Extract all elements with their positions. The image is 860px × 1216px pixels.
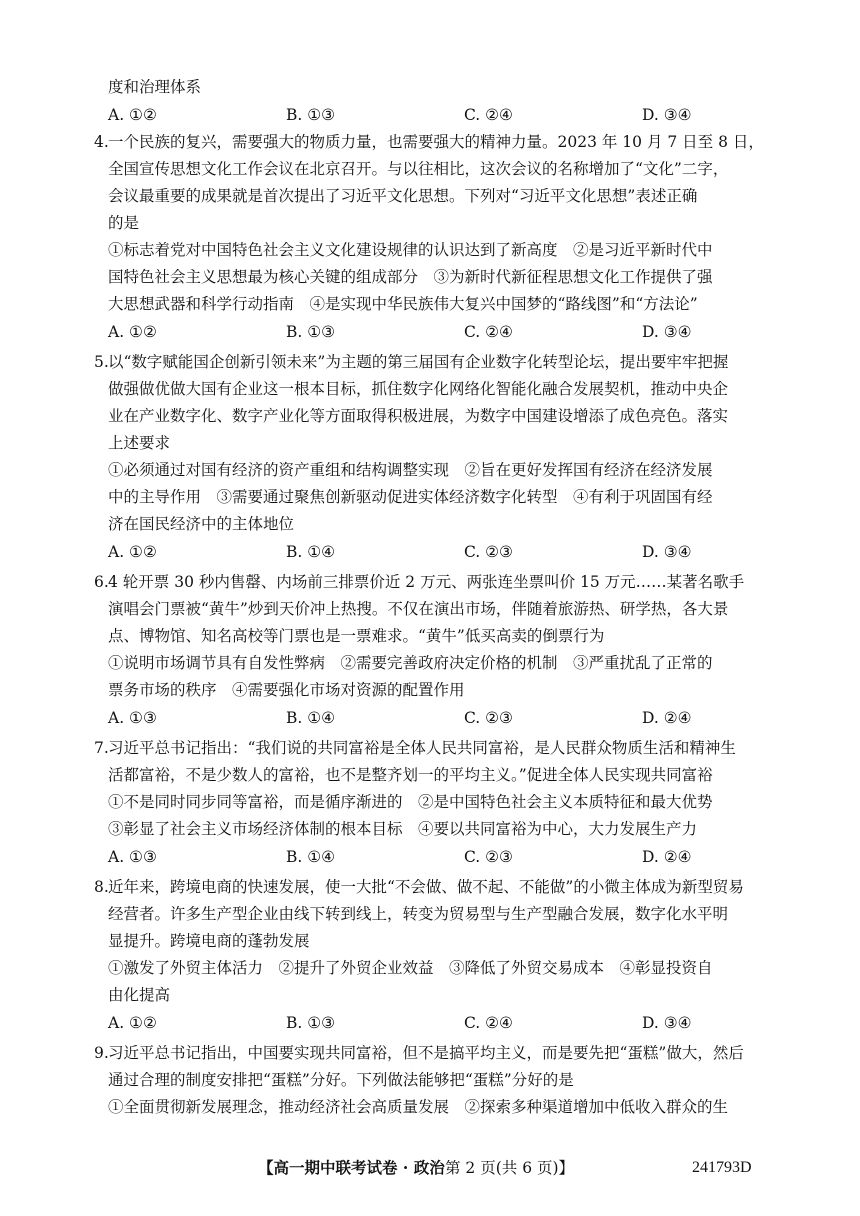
question-6 xyxy=(94,569,788,735)
line-text: 中的主导作用 ③需要通过聚焦创新驱动促进实体经济数字化转型 ④有利于巩固国有经 xyxy=(108,488,713,506)
option-b: B. ①④ xyxy=(286,709,336,727)
line-text: 济在国民经济中的主体地位 xyxy=(108,515,295,533)
question-text-line xyxy=(108,430,788,457)
option-a: A. ①③ xyxy=(108,848,157,866)
question-number: 4. xyxy=(94,133,109,151)
question-text-line xyxy=(108,650,788,677)
question-text-line xyxy=(108,1067,788,1094)
option-d: D. ③④ xyxy=(642,106,692,124)
option-d: D. ③④ xyxy=(642,543,692,561)
option-b: B. ①④ xyxy=(286,543,336,561)
option-d: D. ③④ xyxy=(642,1014,692,1032)
footer-title: 【高一期中联考试卷 · 政治 xyxy=(258,1158,445,1177)
question-text-line xyxy=(108,762,788,789)
footer-page-number: 第 2 页(共 6 页)】 xyxy=(445,1159,575,1177)
option-c: C. ②④ xyxy=(464,1014,513,1032)
option-a: A. ①② xyxy=(108,106,157,124)
line-text: 经营者。许多生产型企业由线下转到线上，转变为贸易型与生产型融合发展，数字化水平明 xyxy=(108,905,729,923)
line-text: 做强做优做大国有企业这一根本目标，抓住数字化网络化智能化融合发展契机，推动中央企 xyxy=(108,380,729,398)
line-text: ①必须通过对国有经济的资产重组和结构调整实现 ②旨在更好发挥国有经济在经济发展 xyxy=(108,461,713,479)
question-stem-line xyxy=(94,569,788,596)
footer-code: 241793D xyxy=(692,1159,752,1176)
line-text: 近年来，跨境电商的快速发展，使一大批“不会做、做不起、不能做”的小微主体成为新型贸易 xyxy=(108,878,744,896)
question-text-line xyxy=(108,264,788,291)
question-5 xyxy=(94,349,788,569)
line-text: 习近平总书记指出：“我们说的共同富裕是全体人民共同富裕，是人民群众物质生活和精神生 xyxy=(108,739,736,757)
line-text: 以“数字赋能国企创新引领未来”为主题的第三届国有企业数字化转型论坛，提出要牢牢把握 xyxy=(108,353,729,371)
line-text: 国特色社会主义思想最为核心关键的组成部分 ③为新时代新征程思想文化工作提供了强 xyxy=(108,268,713,286)
question-text-line xyxy=(108,457,788,484)
question-text-line xyxy=(108,1094,788,1121)
question-stem-line xyxy=(94,129,788,156)
line-text: 通过合理的制度安排把“蛋糕”分好。下列做法能够把“蛋糕”分好的是 xyxy=(108,1071,574,1089)
question-number: 7. xyxy=(94,739,109,757)
answer-options xyxy=(108,1009,788,1037)
question-stem-line xyxy=(94,735,788,762)
option-b: B. ①③ xyxy=(286,323,336,341)
question-stem-line xyxy=(94,874,788,901)
question-list xyxy=(94,129,788,1124)
question-text-line xyxy=(108,376,788,403)
question-text-line xyxy=(108,511,788,538)
line-text: 的是 xyxy=(108,214,140,232)
option-a: A. ①② xyxy=(108,323,157,341)
option-b: B. ①④ xyxy=(286,848,336,866)
line-text: ①标志着党对中国特色社会主义文化建设规律的认识达到了新高度 ②是习近平新时代中 xyxy=(108,241,713,259)
question-8 xyxy=(94,874,788,1040)
option-b: B. ①③ xyxy=(286,106,336,124)
line-text: 点、博物馆、知名高校等门票也是一票难求。“黄牛”低买高卖的倒票行为 xyxy=(108,627,605,645)
option-d: D. ③④ xyxy=(642,323,692,341)
line-text: ①全面贯彻新发展理念，推动经济社会高质量发展 ②探索多种渠道增加中低收入群众的生 xyxy=(108,1098,729,1116)
line-text: 业在产业数字化、数字产业化等方面取得积极进展，为数字中国建设增添了成色亮色。落实 xyxy=(108,407,729,425)
line-text: ①不是同时同步同等富裕，而是循序渐进的 ②是中国特色社会主义本质特征和最大优势 xyxy=(108,793,713,811)
question-text-line xyxy=(108,928,788,955)
line-text: 上述要求 xyxy=(108,434,171,452)
question-text-line xyxy=(108,403,788,430)
line-text: 票务市场的秩序 ④需要强化市场对资源的配置作用 xyxy=(108,681,465,699)
option-a: A. ①③ xyxy=(108,709,157,727)
line-text: 全国宣传思想文化工作会议在北京召开。与以往相比，这次会议的名称增加了“文化”二字， xyxy=(108,160,729,178)
question-number: 6. xyxy=(94,573,109,591)
question-text-line xyxy=(108,291,788,318)
option-d: D. ②④ xyxy=(642,848,692,866)
question-9 xyxy=(94,1040,788,1124)
option-d: D. ②④ xyxy=(642,709,692,727)
option-c: C. ②③ xyxy=(464,848,513,866)
question-text-line xyxy=(108,901,788,928)
line-text: 演唱会门票被“黄牛”炒到天价冲上热搜。不仅在演出市场，伴随着旅游热、研学热，各大景 xyxy=(108,600,729,618)
question-text-line xyxy=(108,816,788,843)
line-text: 习近平总书记指出，中国要实现共同富裕，但不是搞平均主义，而是要先把“蛋糕”做大，然后 xyxy=(108,1044,744,1062)
question-text-line xyxy=(108,156,788,183)
line-text: 显提升。跨境电商的蓬勃发展 xyxy=(108,932,310,950)
option-c: C. ②④ xyxy=(464,106,513,124)
question-3-continuation: 度和治理体系 xyxy=(108,78,202,96)
line-text: ①说明市场调节具有自发性弊病 ②需要完善政府决定价格的机制 ③严重扰乱了正常的 xyxy=(108,654,713,672)
question-number: 9. xyxy=(94,1044,109,1062)
question-text-line xyxy=(108,623,788,650)
question-7 xyxy=(94,735,788,874)
line-text: ③彰显了社会主义市场经济体制的根本目标 ④要以共同富裕为中心，大力发展生产力 xyxy=(108,820,698,838)
option-c: C. ②③ xyxy=(464,709,513,727)
answer-options xyxy=(108,843,788,871)
line-text: 活都富裕，不是少数人的富裕，也不是整齐划一的平均主义。”促进全体人民实现共同富裕 xyxy=(108,766,713,784)
question-text-line xyxy=(108,210,788,237)
answer-options xyxy=(108,318,788,346)
option-c: C. ②③ xyxy=(464,543,513,561)
question-text-line xyxy=(108,237,788,264)
line-text: 一个民族的复兴，需要强大的物质力量，也需要强大的精神力量。2023 年 10 月 7 日至 8 日， xyxy=(108,133,764,151)
question-stem-line xyxy=(94,1040,788,1067)
question-text-line xyxy=(108,596,788,623)
question-text-line xyxy=(108,982,788,1009)
option-a: A. ①② xyxy=(108,1014,157,1032)
line-text: 4 轮开票 30 秒内售罄、内场前三排票价近 2 万元、两张连坐票叫价 15 万元……某著名歌手 xyxy=(108,573,745,591)
answer-options xyxy=(108,538,788,566)
question-stem-line xyxy=(94,349,788,376)
option-c: C. ②④ xyxy=(464,323,513,341)
line-text: 大思想武器和科学行动指南 ④是实现中华民族伟大复兴中国梦的“路线图”和“方法论” xyxy=(108,295,698,313)
line-text: 由化提高 xyxy=(108,986,171,1004)
question-text-line xyxy=(108,484,788,511)
question-3-options xyxy=(108,101,788,129)
exam-content xyxy=(94,74,788,1124)
option-b: B. ①③ xyxy=(286,1014,336,1032)
question-4 xyxy=(94,129,788,349)
option-a: A. ①② xyxy=(108,543,157,561)
answer-options xyxy=(108,704,788,732)
question-number: 5. xyxy=(94,353,109,371)
question-spacer xyxy=(108,1121,788,1124)
question-text-line xyxy=(108,183,788,210)
question-text-line xyxy=(108,955,788,982)
page-footer xyxy=(0,1154,860,1182)
question-text-line xyxy=(108,677,788,704)
question-number: 8. xyxy=(94,878,109,896)
question-text-line xyxy=(108,789,788,816)
line-text: ①激发了外贸主体活力 ②提升了外贸企业效益 ③降低了外贸交易成本 ④彰显投资自 xyxy=(108,959,713,977)
line-text: 会议最重要的成果就是首次提出了习近平文化思想。下列对“习近平文化思想”表述正确 xyxy=(108,187,698,205)
